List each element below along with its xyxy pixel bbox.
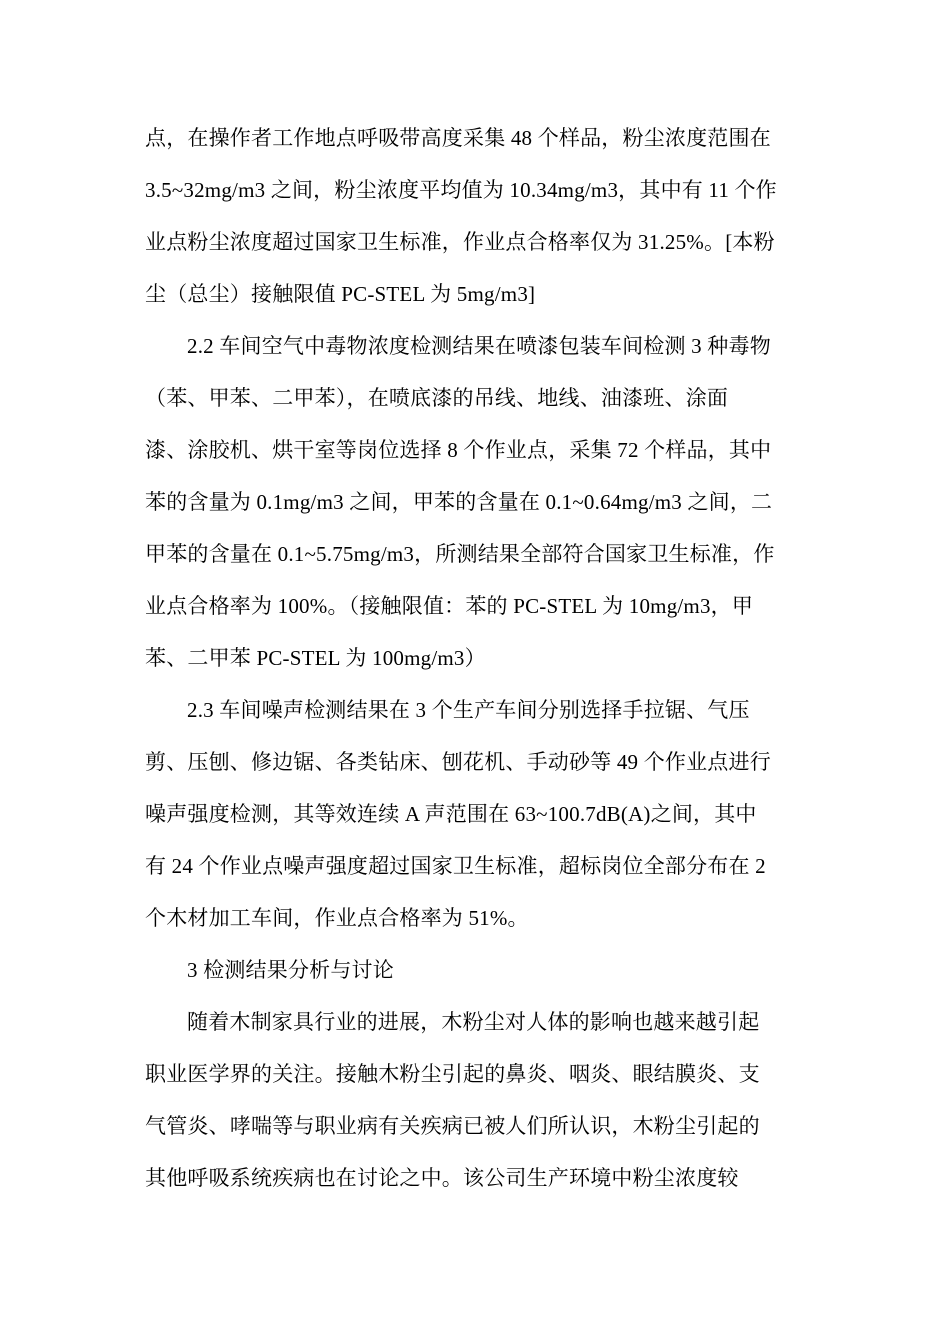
text-line: 职业医学界的关注。接触木粉尘引起的鼻炎、咽炎、眼结膜炎、支 [145,1062,760,1086]
text-line: 漆、涂胶机、烘干室等岗位选择 8 个作业点，采集 72 个样品，其中 [145,438,772,462]
text-line: 剪、压刨、修边锯、各类钻床、刨花机、手动砂等 49 个作业点进行 [145,750,771,774]
text-line: 业点粉尘浓度超过国家卫生标准，作业点合格率仅为 31.25%。[本粉 [145,230,775,254]
section-heading-2-3: 2.3 车间噪声检测结果在 3 个生产车间分别选择手拉锯、气压 [187,698,750,722]
text-line: 苯、二甲苯 PC-STEL 为 100mg/m3） [145,646,486,670]
section-heading-3: 3 检测结果分析与讨论 [187,958,394,982]
text-line: 个木材加工车间，作业点合格率为 51%。 [145,906,529,930]
paragraph-start: 随着木制家具行业的进展，木粉尘对人体的影响也越来越引起 [187,1010,760,1034]
text-line: 苯的含量为 0.1mg/m3 之间，甲苯的含量在 0.1~0.64mg/m3 之间，二 [145,490,773,514]
text-line: 业点合格率为 100%。（接触限值：苯的 PC-STEL 为 10mg/m3，甲 [145,594,754,618]
text-line: 噪声强度检测，其等效连续 A 声范围在 63~100.7dB(A)之间，其中 [145,802,757,826]
text-line: （苯、甲苯、二甲苯），在喷底漆的吊线、地线、油漆班、涂面 [145,386,729,410]
text-line: 有 24 个作业点噪声强度超过国家卫生标准，超标岗位全部分布在 2 [145,854,766,878]
section-heading-2-2: 2.2 车间空气中毒物浓度检测结果在喷漆包装车间检测 3 种毒物 [187,334,771,358]
text-line: 甲苯的含量在 0.1~5.75mg/m3，所测结果全部符合国家卫生标准，作 [145,542,775,566]
text-line: 气管炎、哮喘等与职业病有关疾病已被人们所认识，木粉尘引起的 [145,1114,760,1138]
text-line: 3.5~32mg/m3 之间，粉尘浓度平均值为 10.34mg/m3，其中有 11 个作 [145,178,777,202]
text-line: 尘（总尘）接触限值 PC-STEL 为 5mg/m3] [145,282,536,306]
text-line: 其他呼吸系统疾病也在讨论之中。该公司生产环境中粉尘浓度较 [145,1166,739,1190]
text-line: 点，在操作者工作地点呼吸带高度采集 48 个样品，粉尘浓度范围在 [145,126,771,150]
